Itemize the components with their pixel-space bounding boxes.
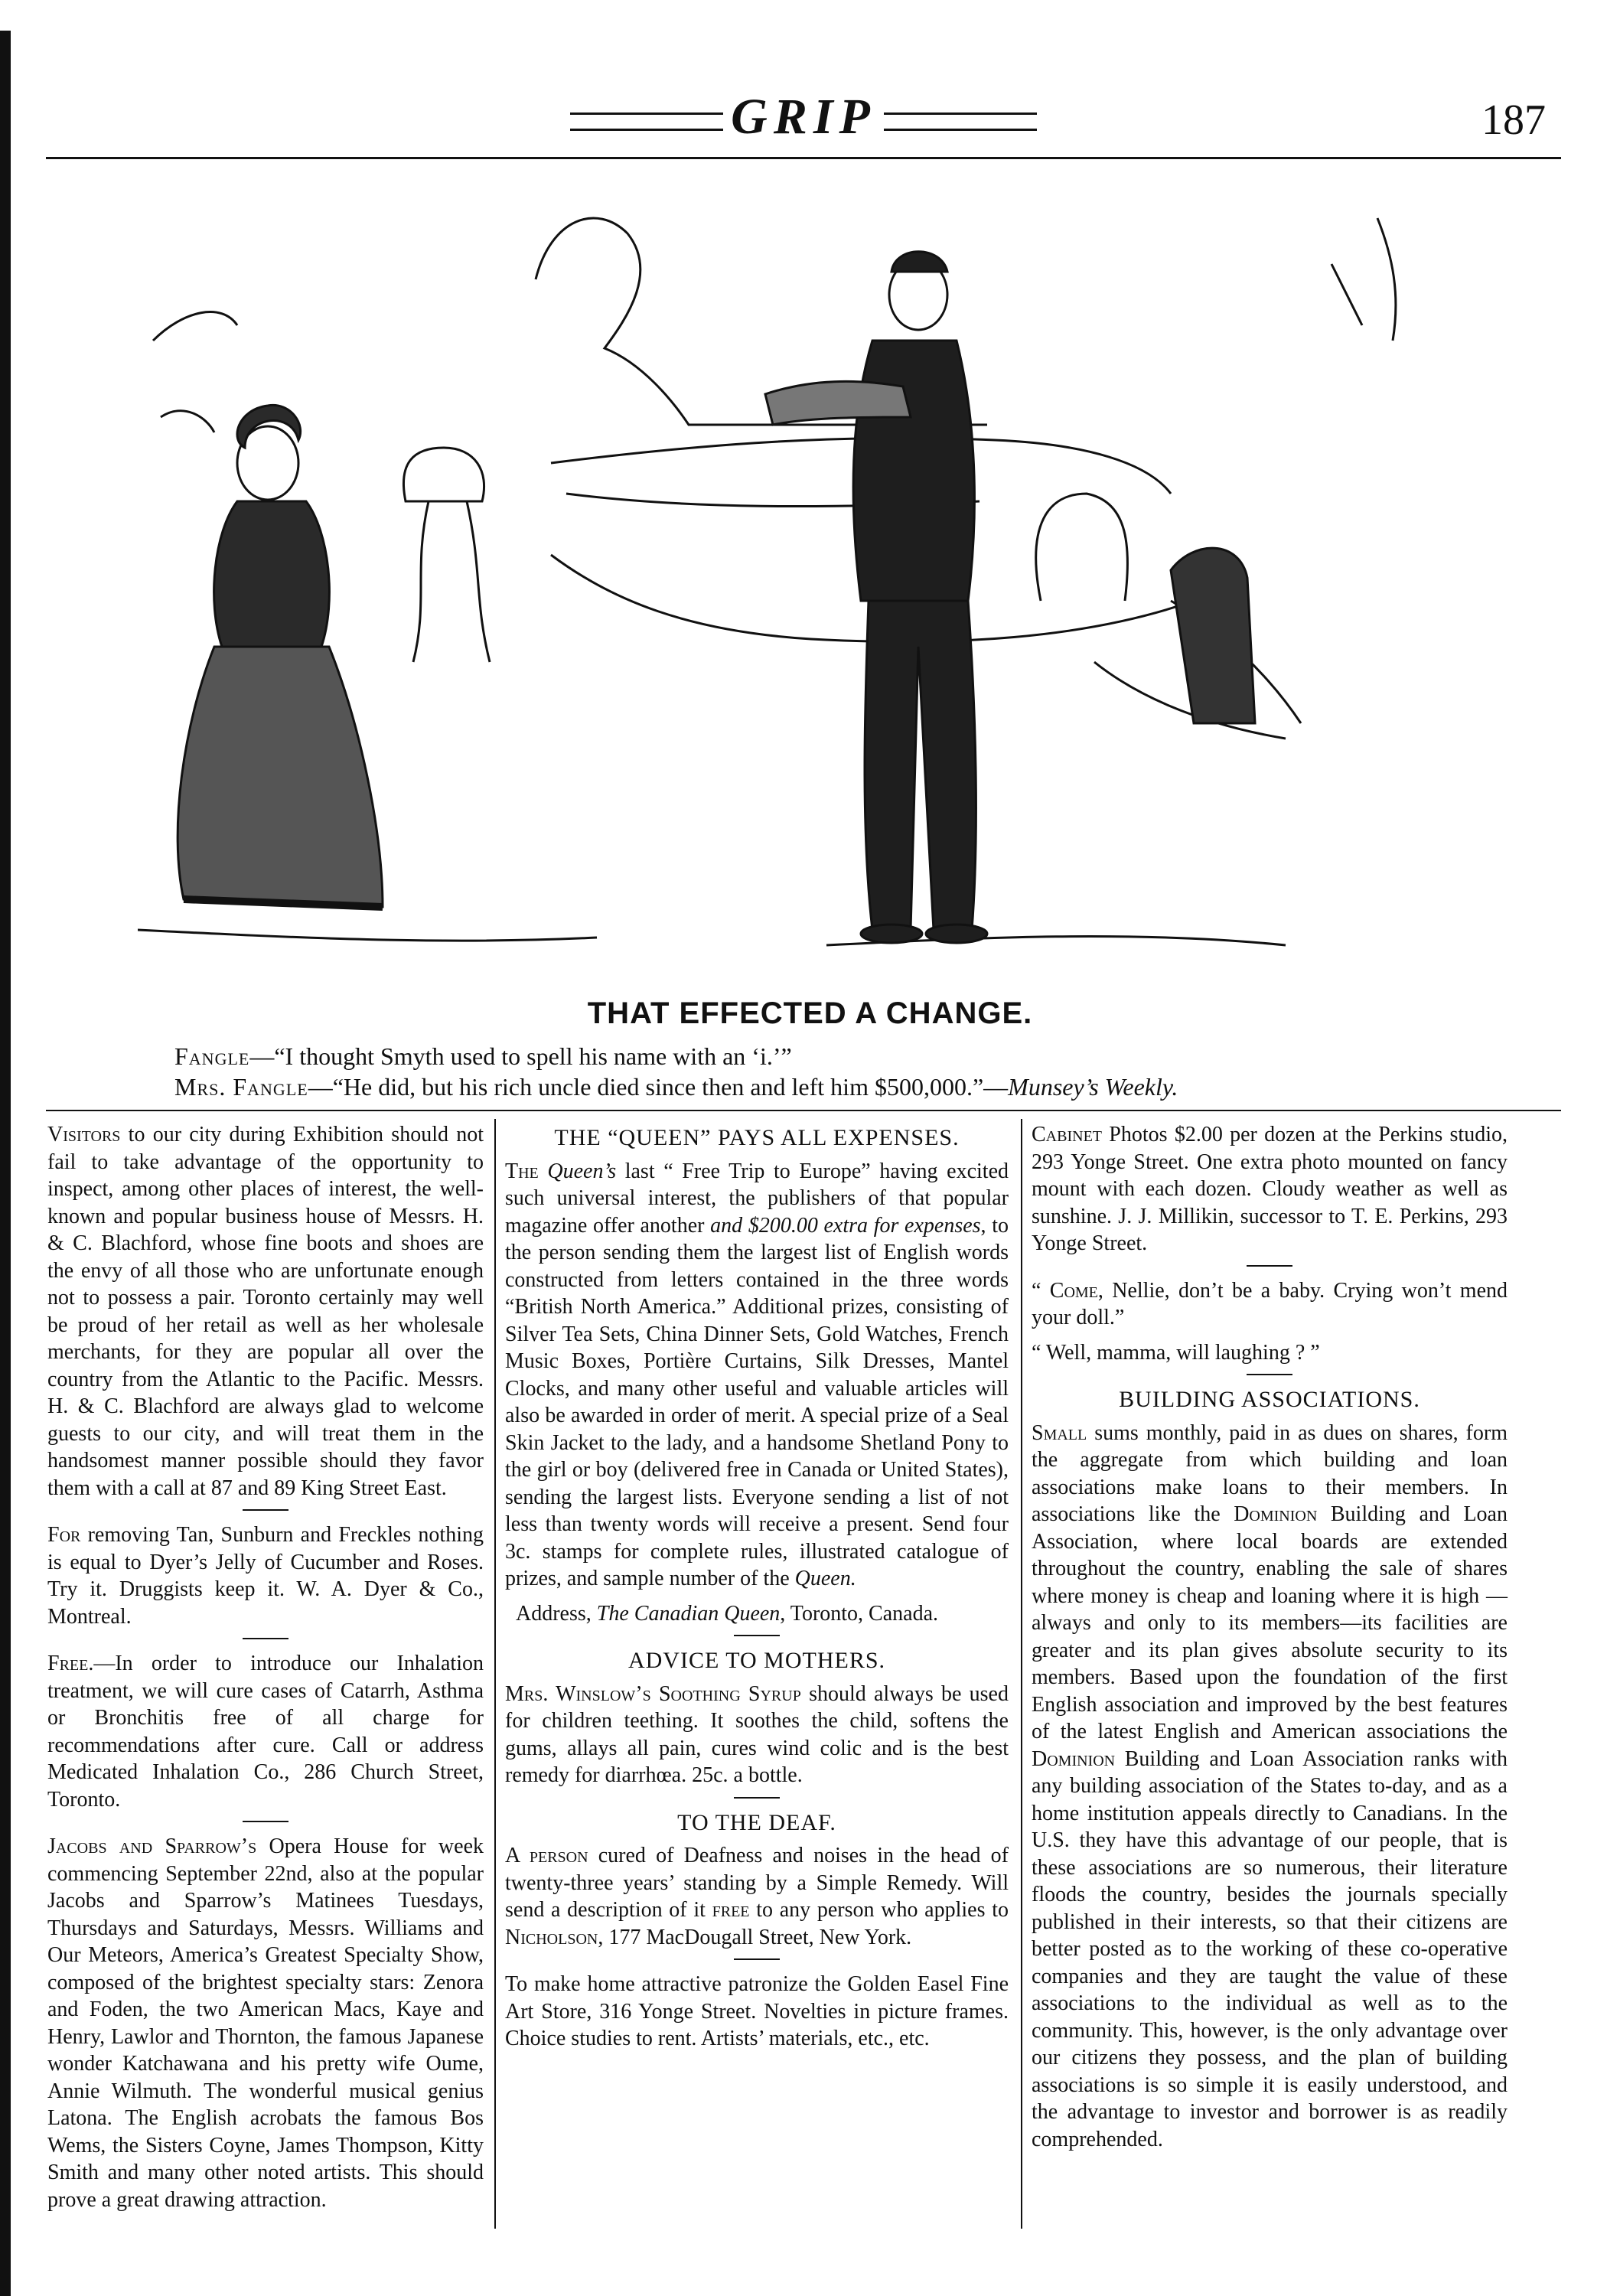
caption-source: Munsey’s Weekly. <box>1008 1073 1178 1101</box>
building-text-c: Building and Loan Association ranks with any building association of the States to-day, and as a home institution appeals directly to Canadians. In the U.S. they have this advantage of our people, that is these associations are so numerous, their literature floods the country, besides the journals specially published in their interests, so that their citizens are better posted as to the working of these co-operative companies and they are taught the value of these associations to the individual as well as to the community. This, however, is the only advantage over our citizens they possess, and the plan of building associations is so simple it is easily understood, and the advantage to investor and borrower is as readily comprehended. <box>1032 1746 1508 2151</box>
column-3 <box>1032 1121 1508 2161</box>
cabinet-notice <box>1032 1121 1508 1257</box>
separator <box>734 1797 780 1799</box>
easel-notice: To make home attractive patronize the Golden Easel Fine Art Store, 316 Yonge Street. Novelties in picture frames. Choice studies to rent. Artists’ materials, etc., etc. <box>505 1972 1009 2050</box>
nellie-joke-1 <box>1032 1277 1508 1332</box>
masthead-title: GRIP <box>731 89 876 145</box>
dyer-notice <box>47 1521 484 1630</box>
masthead <box>46 88 1561 146</box>
blachford-body: to our city during Exhibition should not fail to take advantage of the opportunity to inspect, among other places of interest, the well-known and popular business house of Messrs. H. & C. Blachford, whose fine boots and shoes are the envy of all those who are unfortunate enough not to possess a pair. Toronto certainly may well be proud of her retail as well as her wholesale merchants, for they are popular all over the country from the Atlantic to the Pacific. Messrs. H. & C. Blachford are always glad to welcome guests to our city, and will treat them in the handsomest manner possible should they favor them with a call at 87 and 89 King Street East. <box>47 1123 484 1500</box>
separator <box>734 1958 780 1960</box>
mothers-body: should always be used for children teething. It soothes the child, softens the gums, allays all pain, cures wind colic and is the best remedy for diarrhœa. 25c. a bottle. <box>505 1681 1009 1787</box>
opera-house-lead: Jacobs and Sparrow’s <box>47 1835 257 1858</box>
caption-line-1 <box>174 1042 1552 1071</box>
flower-vase <box>403 448 484 501</box>
deaf-name: Nicholson <box>505 1925 598 1949</box>
deaf-lead: A person <box>505 1844 588 1867</box>
inhalation-notice <box>47 1650 484 1813</box>
caption-speaker-1: Fangle <box>174 1042 250 1070</box>
queen-address <box>505 1600 1009 1628</box>
inhalation-lead: Free. <box>47 1652 94 1675</box>
separator <box>243 1638 288 1639</box>
mothers-notice <box>505 1681 1009 1789</box>
queen-name-2: Queen. <box>794 1567 856 1590</box>
cartoon-illustration <box>138 172 1485 991</box>
deaf-text-c: , 177 MacDougall Street, New York. <box>598 1925 912 1949</box>
blachford-lead: Visitors <box>47 1123 121 1146</box>
queen-address-city: , Toronto, Canada. <box>780 1601 939 1626</box>
masthead-ornament-right <box>884 113 1037 131</box>
building-lead: Small <box>1032 1420 1087 1445</box>
masthead-ornament-left <box>570 113 723 131</box>
nellie-body: , Nellie, don’t be a baby. Crying won’t mend your doll.” <box>1032 1278 1508 1329</box>
building-text-b: Building and Loan Association, where local boards are extended throughout the country, enabling the sale of shares where money is cheap and loaning where it is high —always and only to its members—its facilities are greater and its plan gives absolute security to its members. Based upon the foundation of the first English association and improved by the best features of the latest English and American associations the <box>1032 1502 1508 1743</box>
queen-text-a: last “ Free Trip to Europe” having excited such universal interest, the publishers of that popular magazine offer another <box>505 1159 1009 1238</box>
inhalation-body: —In order to introduce our Inhalation treatment, we will cure cases of Catarrh, Asthma or Bronchitis free of all charge for recommendations after cure. Call or address Medicated Inhalation Co., 286 Church Street, Toronto. <box>47 1652 484 1812</box>
deaf-free: free <box>712 1898 750 1922</box>
draped-chair <box>1171 548 1255 723</box>
caption-speaker-2: Mrs. Fangle <box>174 1073 308 1101</box>
header-rule <box>46 157 1561 159</box>
column-rule-1 <box>494 1119 496 2229</box>
page-number: 187 <box>1481 96 1546 144</box>
caption-line-2 <box>174 1073 1552 1101</box>
mothers-heading: ADVICE TO MOTHERS. <box>627 1648 886 1673</box>
separator <box>1247 1265 1292 1267</box>
cartoon-title: THAT EFFECTED A CHANGE. <box>587 996 1033 1030</box>
building-text-a: sums monthly, paid in as dues on shares, form the aggregate from which building and loan associations make loans to their members. In associations like the <box>1032 1420 1508 1526</box>
deaf-heading: TO THE DEAF. <box>677 1809 836 1835</box>
nellie-joke-2: “ Well, mamma, will laughing ? ” <box>1032 1340 1320 1365</box>
caption-text-1: —“I thought Smyth used to spell his name with an ‘i.’” <box>249 1042 792 1070</box>
column-rule-2 <box>1021 1119 1022 2229</box>
queen-address-name: The Canadian Queen <box>596 1601 781 1626</box>
separator <box>1247 1374 1292 1375</box>
queen-heading: THE “QUEEN” PAYS ALL EXPENSES. <box>554 1125 960 1150</box>
standing-man-figure <box>765 252 987 943</box>
dyer-body: removing Tan, Sunburn and Freckles nothing is equal to Dyer’s Jelly of Cucumber and Roses. Try it. Druggists keep it. W. A. Dyer & Co., Montreal. <box>47 1523 484 1629</box>
dyer-lead: For <box>47 1523 81 1547</box>
nellie-quote-open: “ <box>1032 1278 1050 1303</box>
queen-extra: and $200.00 extra for expenses <box>710 1213 981 1238</box>
mothers-lead: Mrs. Winslow’s Soothing Syrup <box>505 1681 801 1706</box>
seated-woman-figure <box>178 405 383 907</box>
building-heading: BUILDING ASSOCIATIONS. <box>1119 1387 1420 1412</box>
column-2 <box>505 1121 1009 2060</box>
page-edge-shadow <box>0 31 11 2296</box>
queen-notice <box>505 1158 1009 1593</box>
opera-house-notice <box>47 1833 484 2213</box>
caption-rule <box>46 1110 1561 1111</box>
building-dominion: Dominion <box>1234 1502 1318 1526</box>
deaf-text-b: to any person who applies to <box>749 1898 1009 1922</box>
nellie-lead: Come <box>1049 1278 1098 1303</box>
queen-lead: The <box>505 1159 539 1183</box>
page-header <box>46 73 1561 157</box>
building-dominion-2: Dominion <box>1032 1746 1116 1771</box>
cabinet-body: Photos $2.00 per dozen at the Perkins studio, 293 Yonge Street. One extra photo mounted on fancy mount with each dozen. Cloudy weather as well as sunshine. J. J. Millikin, successor to T. E. Perkins, 293 Yonge Street. <box>1032 1123 1508 1255</box>
building-notice <box>1032 1420 1508 2154</box>
caption-text-2: —“He did, but his rich uncle died since then and left him $500,000.”— <box>308 1073 1009 1101</box>
queen-address-label: Address, <box>516 1601 597 1626</box>
queen-text-b: , to the person sending them the largest list of English words constructed from letters contained in the three words “British North America.” Additional prizes, consisting of Silver Tea Sets, China Dinner Sets, Gold Watches, French Music Boxes, Portière Curtains, Silk Dresses, Mantel Clocks, and many other useful and valuable articles will also be awarded in order of merit. A special prize of a Seal Skin Jacket to the lady, and a handsome Shetland Pony to the girl or boy (delivered free in Canada or United States), sending the largest lists. Everyone sending a list of not less than twenty words will receive a present. Send four 3c. stamps for complete rules, illustrated catalogue of prizes, and sample number of the <box>505 1213 1009 1590</box>
cabinet-lead: Cabinet <box>1032 1123 1102 1146</box>
opera-house-body: Opera House for week commencing September 22nd, also at the popular Jacobs and Sparrow’s Matinees Tuesdays, Thursdays and Saturdays, Messrs. Williams and Our Meteors, America’s Greatest Specialty Show, composed of the brightest specialty stars: Zenora and Foden, the two American Macs, Kaye and Henry, Lawlor and Thornton, the famous Japanese wonder Katchawana and his pretty wife Oume, Annie Wilmuth. The wonderful musical genius Latona. The English acrobats the famous Bos Wems, the Sisters Coyne, James Thompson, Kitty Smith and many other noted artists. This should prove a great drawing attraction. <box>47 1835 484 2212</box>
queen-name: Queen’s <box>547 1159 617 1183</box>
blachford-notice <box>47 1121 484 1502</box>
column-1 <box>47 1121 484 2221</box>
deaf-text-a: cured of Deafness and noises in the head of twenty-three years’ standing by a Simple Remedy. Will send a description of it <box>505 1844 1009 1922</box>
separator <box>243 1821 288 1822</box>
separator <box>243 1509 288 1511</box>
separator <box>734 1635 780 1636</box>
deaf-notice <box>505 1842 1009 1951</box>
